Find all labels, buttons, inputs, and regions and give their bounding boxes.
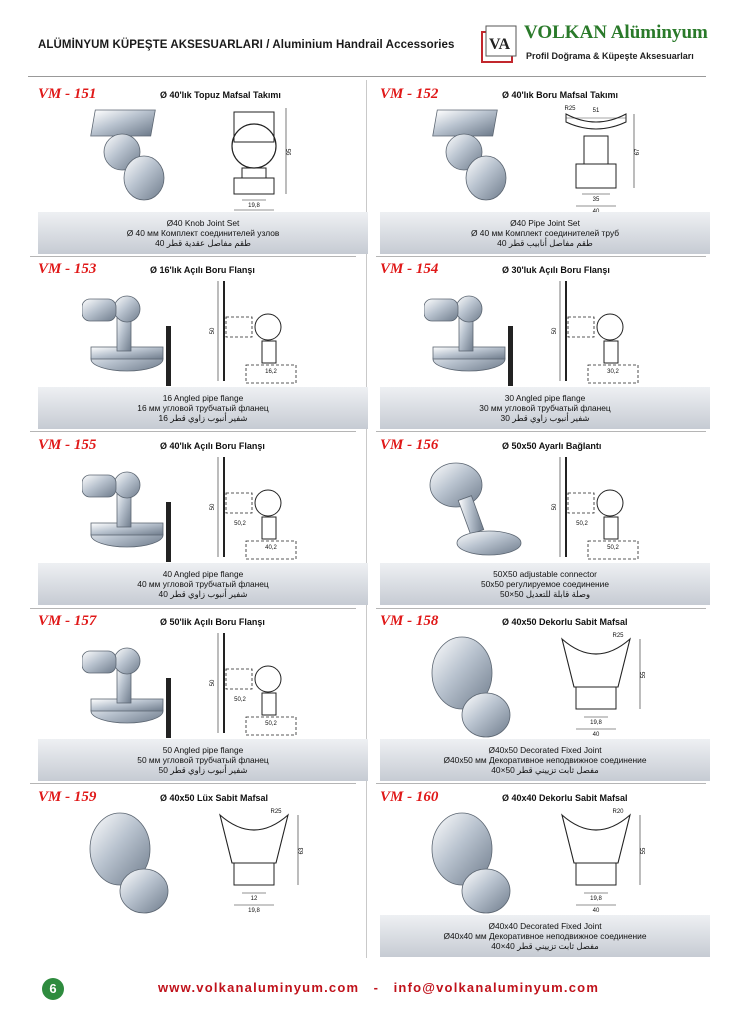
product-code: VM - 159 [38, 789, 97, 805]
product-name: Ø 40x50 Dekorlu Sabit Mafsal [502, 617, 628, 627]
caption-arabic: شفير أنبوب زاوي قطر 16 [158, 413, 248, 423]
product-photo [424, 809, 524, 921]
product-photo [82, 633, 182, 745]
dimension-label: 19,8 [248, 908, 260, 914]
product-code: VM - 158 [380, 613, 439, 629]
product-photo [424, 281, 524, 393]
caption-arabic: طقم مفاصل عقدية قطر 40 [155, 238, 251, 248]
title-english: Aluminium Handrail Accessories [272, 39, 455, 51]
dimension-label: 50,2 [234, 697, 246, 703]
title-separator: / [262, 39, 273, 51]
dimension-label: 16,2 [265, 369, 277, 375]
row-divider [376, 608, 706, 609]
drawing-base [576, 687, 616, 709]
caption-english: 50X50 adjustable connector [493, 569, 597, 579]
hex-key [508, 326, 513, 386]
company-logo [478, 20, 706, 70]
row-divider [376, 783, 706, 784]
pipe-socket [82, 651, 116, 673]
product-code: VM - 152 [380, 86, 439, 102]
product-name: Ø 40'lık Topuz Mafsal Takımı [160, 90, 281, 100]
product-name: Ø 50'lik Açılı Boru Flanşı [160, 617, 265, 627]
product-photo [424, 106, 524, 218]
dimension-label: 50,2 [607, 545, 619, 551]
product-card [380, 611, 710, 781]
product-caption [380, 563, 710, 605]
joint-knob [466, 156, 506, 200]
drawing-socket [262, 693, 276, 715]
drawing-hidden-bore [226, 493, 252, 513]
ball-joint [114, 648, 140, 674]
caption-russian: 40 мм угловой трубчатый фланец [137, 579, 269, 589]
logo-brand: VOLKAN Alüminyum [524, 22, 708, 43]
product-name: Ø 40'lık Boru Mafsal Takımı [502, 90, 619, 100]
drawing-saddle [566, 114, 626, 129]
caption-arabic: شفير أنبوب زاوي قطر 40 [158, 589, 248, 599]
dimension-label: 50 [210, 503, 216, 511]
technical-drawing [206, 277, 316, 401]
drawing-joint-circle [255, 666, 281, 692]
technical-drawing [214, 805, 324, 929]
dimension-label: 67 [635, 148, 641, 156]
drawing-hidden-bore [568, 493, 594, 513]
drawing-neck [242, 168, 266, 178]
footer-contact [158, 980, 599, 995]
drawing-socket [604, 517, 618, 539]
pipe-socket [82, 475, 116, 497]
product-name: Ø 40'lık Açılı Boru Flanşı [160, 441, 265, 451]
decor-knob [462, 693, 510, 737]
caption-english: Ø40x50 Decorated Fixed Joint [488, 745, 602, 755]
product-name: Ø 40x50 Lüx Sabit Mafsal [160, 793, 269, 803]
caption-english: 16 Angled pipe flange [162, 393, 244, 403]
hex-key [166, 678, 171, 738]
drawing-base [234, 178, 274, 194]
product-photo [82, 281, 182, 393]
product-photo [82, 106, 182, 218]
caption-arabic: شفير أنبوب زاوي قطر 30 [500, 413, 590, 423]
technical-drawing [206, 453, 316, 577]
logo-subtitle: Profil Doğrama & Küpeşte Aksesuarları [526, 51, 694, 61]
footer-email[interactable]: info@volkanaluminyum.com [393, 980, 600, 995]
product-caption [380, 915, 710, 957]
product-caption [380, 739, 710, 781]
dimension-label: R20 [612, 809, 624, 815]
caption-arabic: طقم مفاصل أنابيب قطر 40 [497, 238, 593, 248]
drawing-socket [604, 341, 618, 363]
drawing-saddle [562, 639, 630, 687]
dimension-label: 50,2 [576, 521, 588, 527]
drawing-bracket [234, 112, 274, 142]
drawing-socket [262, 517, 276, 539]
caption-arabic: شفير أنبوب زاوي قطر 50 [158, 765, 248, 775]
dimension-label: 30,2 [607, 369, 619, 375]
caption-russian: Ø40x50 мм Декоративное неподвижное соединение [443, 755, 647, 765]
product-card [38, 787, 368, 957]
product-caption [38, 739, 368, 781]
product-photo [82, 809, 182, 921]
joint-knob [124, 156, 164, 200]
product-card [380, 84, 710, 254]
caption-english: 40 Angled pipe flange [162, 569, 244, 579]
pipe-socket [82, 299, 116, 321]
product-name: Ø 16'lık Açılı Boru Flanşı [150, 265, 255, 275]
caption-arabic: وصلة قابلة للتعديل 50×50 [499, 589, 591, 599]
dimension-label: 19,8 [590, 720, 602, 726]
product-card [38, 84, 368, 254]
product-code: VM - 154 [380, 261, 439, 277]
footer-separator: - [373, 980, 380, 995]
drawing-saddle [562, 815, 630, 863]
row-divider [30, 783, 356, 784]
dimension-label: 19,8 [248, 203, 260, 209]
caption-russian: Ø 40 мм Комплект соединителей узлов [126, 228, 280, 238]
dimension-label: 35 [592, 197, 600, 203]
drawing-joint-circle [255, 490, 281, 516]
product-code: VM - 160 [380, 789, 439, 805]
row-divider [376, 256, 706, 257]
product-name: Ø 40x40 Dekorlu Sabit Mafsal [502, 793, 628, 803]
title-turkish: ALÜMİNYUM KÜPEŞTE AKSESUARLARI [38, 39, 263, 51]
pipe-socket [424, 299, 458, 321]
row-divider [376, 431, 706, 432]
caption-russian: 16 мм угловой трубчатый фланец [137, 403, 269, 413]
technical-drawing [548, 453, 658, 577]
product-code: VM - 157 [38, 613, 97, 629]
product-caption [38, 212, 368, 254]
product-card [38, 435, 368, 605]
caption-english: Ø40x40 Decorated Fixed Joint [488, 921, 602, 931]
row-divider [30, 256, 356, 257]
drawing-hidden-bore [226, 669, 252, 689]
decor-knob [462, 869, 510, 913]
technical-drawing [206, 629, 316, 753]
adjustable-base [457, 531, 521, 555]
product-code: VM - 153 [38, 261, 97, 277]
caption-english: Ø40 Pipe Joint Set [510, 218, 580, 228]
drawing-hidden-bore [226, 317, 252, 337]
product-caption [380, 387, 710, 429]
caption-russian: 50 мм угловой трубчатый фланец [137, 755, 269, 765]
product-caption [38, 387, 368, 429]
caption-arabic: مفصل ثابت تزييني قطر 50×40 [491, 765, 599, 775]
caption-english: 50 Angled pipe flange [162, 745, 244, 755]
drawing-joint-circle [597, 490, 623, 516]
dimension-label: 50 [552, 503, 558, 511]
product-card [380, 787, 710, 957]
dimension-label: 40,2 [265, 545, 277, 551]
ball-joint [114, 296, 140, 322]
caption-arabic: مفصل ثابت تزييني قطر 40×40 [491, 941, 599, 951]
drawing-joint-circle [255, 314, 281, 340]
technical-drawing [548, 277, 658, 401]
caption-russian: 30 мм угловой трубчатый фланец [479, 403, 611, 413]
adjustable-arm [458, 496, 483, 535]
hex-key [166, 326, 171, 386]
dimension-label: 19,8 [590, 896, 602, 902]
adjustable-cap [430, 463, 482, 507]
drawing-base [234, 863, 274, 885]
product-name: Ø 50x50 Ayarlı Bağlantı [502, 441, 602, 451]
product-photo [424, 633, 524, 745]
page-number-badge: 6 [42, 978, 64, 1000]
technical-drawing [556, 102, 666, 226]
decor-knob [120, 869, 168, 913]
dimension-label: 63 [299, 847, 305, 855]
product-photo [82, 457, 182, 569]
drawing-base [576, 164, 616, 188]
product-name: Ø 30'luk Açılı Boru Flanşı [502, 265, 610, 275]
dimension-label: 50,2 [234, 521, 246, 527]
product-caption [380, 212, 710, 254]
product-code: VM - 156 [380, 437, 439, 453]
logo-mark-icon [478, 22, 522, 66]
mount-plate [433, 110, 498, 136]
product-card [380, 259, 710, 429]
dimension-label: 50,2 [265, 721, 277, 727]
ball-joint [114, 472, 140, 498]
dimension-label: 50 [210, 327, 216, 335]
page-title [38, 39, 455, 51]
caption-russian: Ø 40 мм Комплект соединителей труб [470, 228, 620, 238]
dimension-label: 55 [641, 671, 647, 679]
drawing-knob-ball [232, 124, 276, 168]
row-divider [30, 608, 356, 609]
row-divider [30, 431, 356, 432]
ball-joint [456, 296, 482, 322]
dimension-label: R25 [270, 809, 282, 815]
mount-plate [91, 110, 156, 136]
drawing-hidden-bore [568, 317, 594, 337]
product-caption [38, 563, 368, 605]
header-divider [28, 76, 706, 77]
logo-mark-letters: VA [489, 36, 511, 53]
drawing-saddle [220, 815, 288, 863]
dimension-label: 40 [592, 732, 600, 738]
footer-website[interactable]: www.volkanaluminyum.com [158, 980, 360, 995]
dimension-label: 51 [592, 108, 600, 114]
drawing-base [576, 863, 616, 885]
product-photo [424, 457, 524, 569]
hex-key [166, 502, 171, 562]
product-code: VM - 155 [38, 437, 97, 453]
drawing-socket [262, 341, 276, 363]
dimension-label: R25 [564, 106, 576, 112]
drawing-stem [584, 136, 608, 164]
dimension-label: 12 [250, 896, 258, 902]
caption-russian: Ø40x40 мм Декоративное неподвижное соединение [443, 931, 647, 941]
product-card [380, 435, 710, 605]
technical-drawing [556, 629, 666, 753]
dimension-label: 50 [210, 679, 216, 687]
technical-drawing [214, 102, 324, 226]
product-card [38, 259, 368, 429]
product-code: VM - 151 [38, 86, 97, 102]
dimension-label: 55 [641, 847, 647, 855]
dimension-label: 95 [287, 148, 293, 156]
product-card [38, 611, 368, 781]
technical-drawing [556, 805, 666, 929]
dimension-label: R25 [612, 633, 624, 639]
caption-english: 30 Angled pipe flange [504, 393, 586, 403]
caption-english: Ø40 Knob Joint Set [166, 218, 240, 228]
drawing-joint-circle [597, 314, 623, 340]
dimension-label: 50 [552, 327, 558, 335]
dimension-label: 40 [592, 908, 600, 914]
caption-russian: 50x50 регулируемое соединение [480, 579, 610, 589]
